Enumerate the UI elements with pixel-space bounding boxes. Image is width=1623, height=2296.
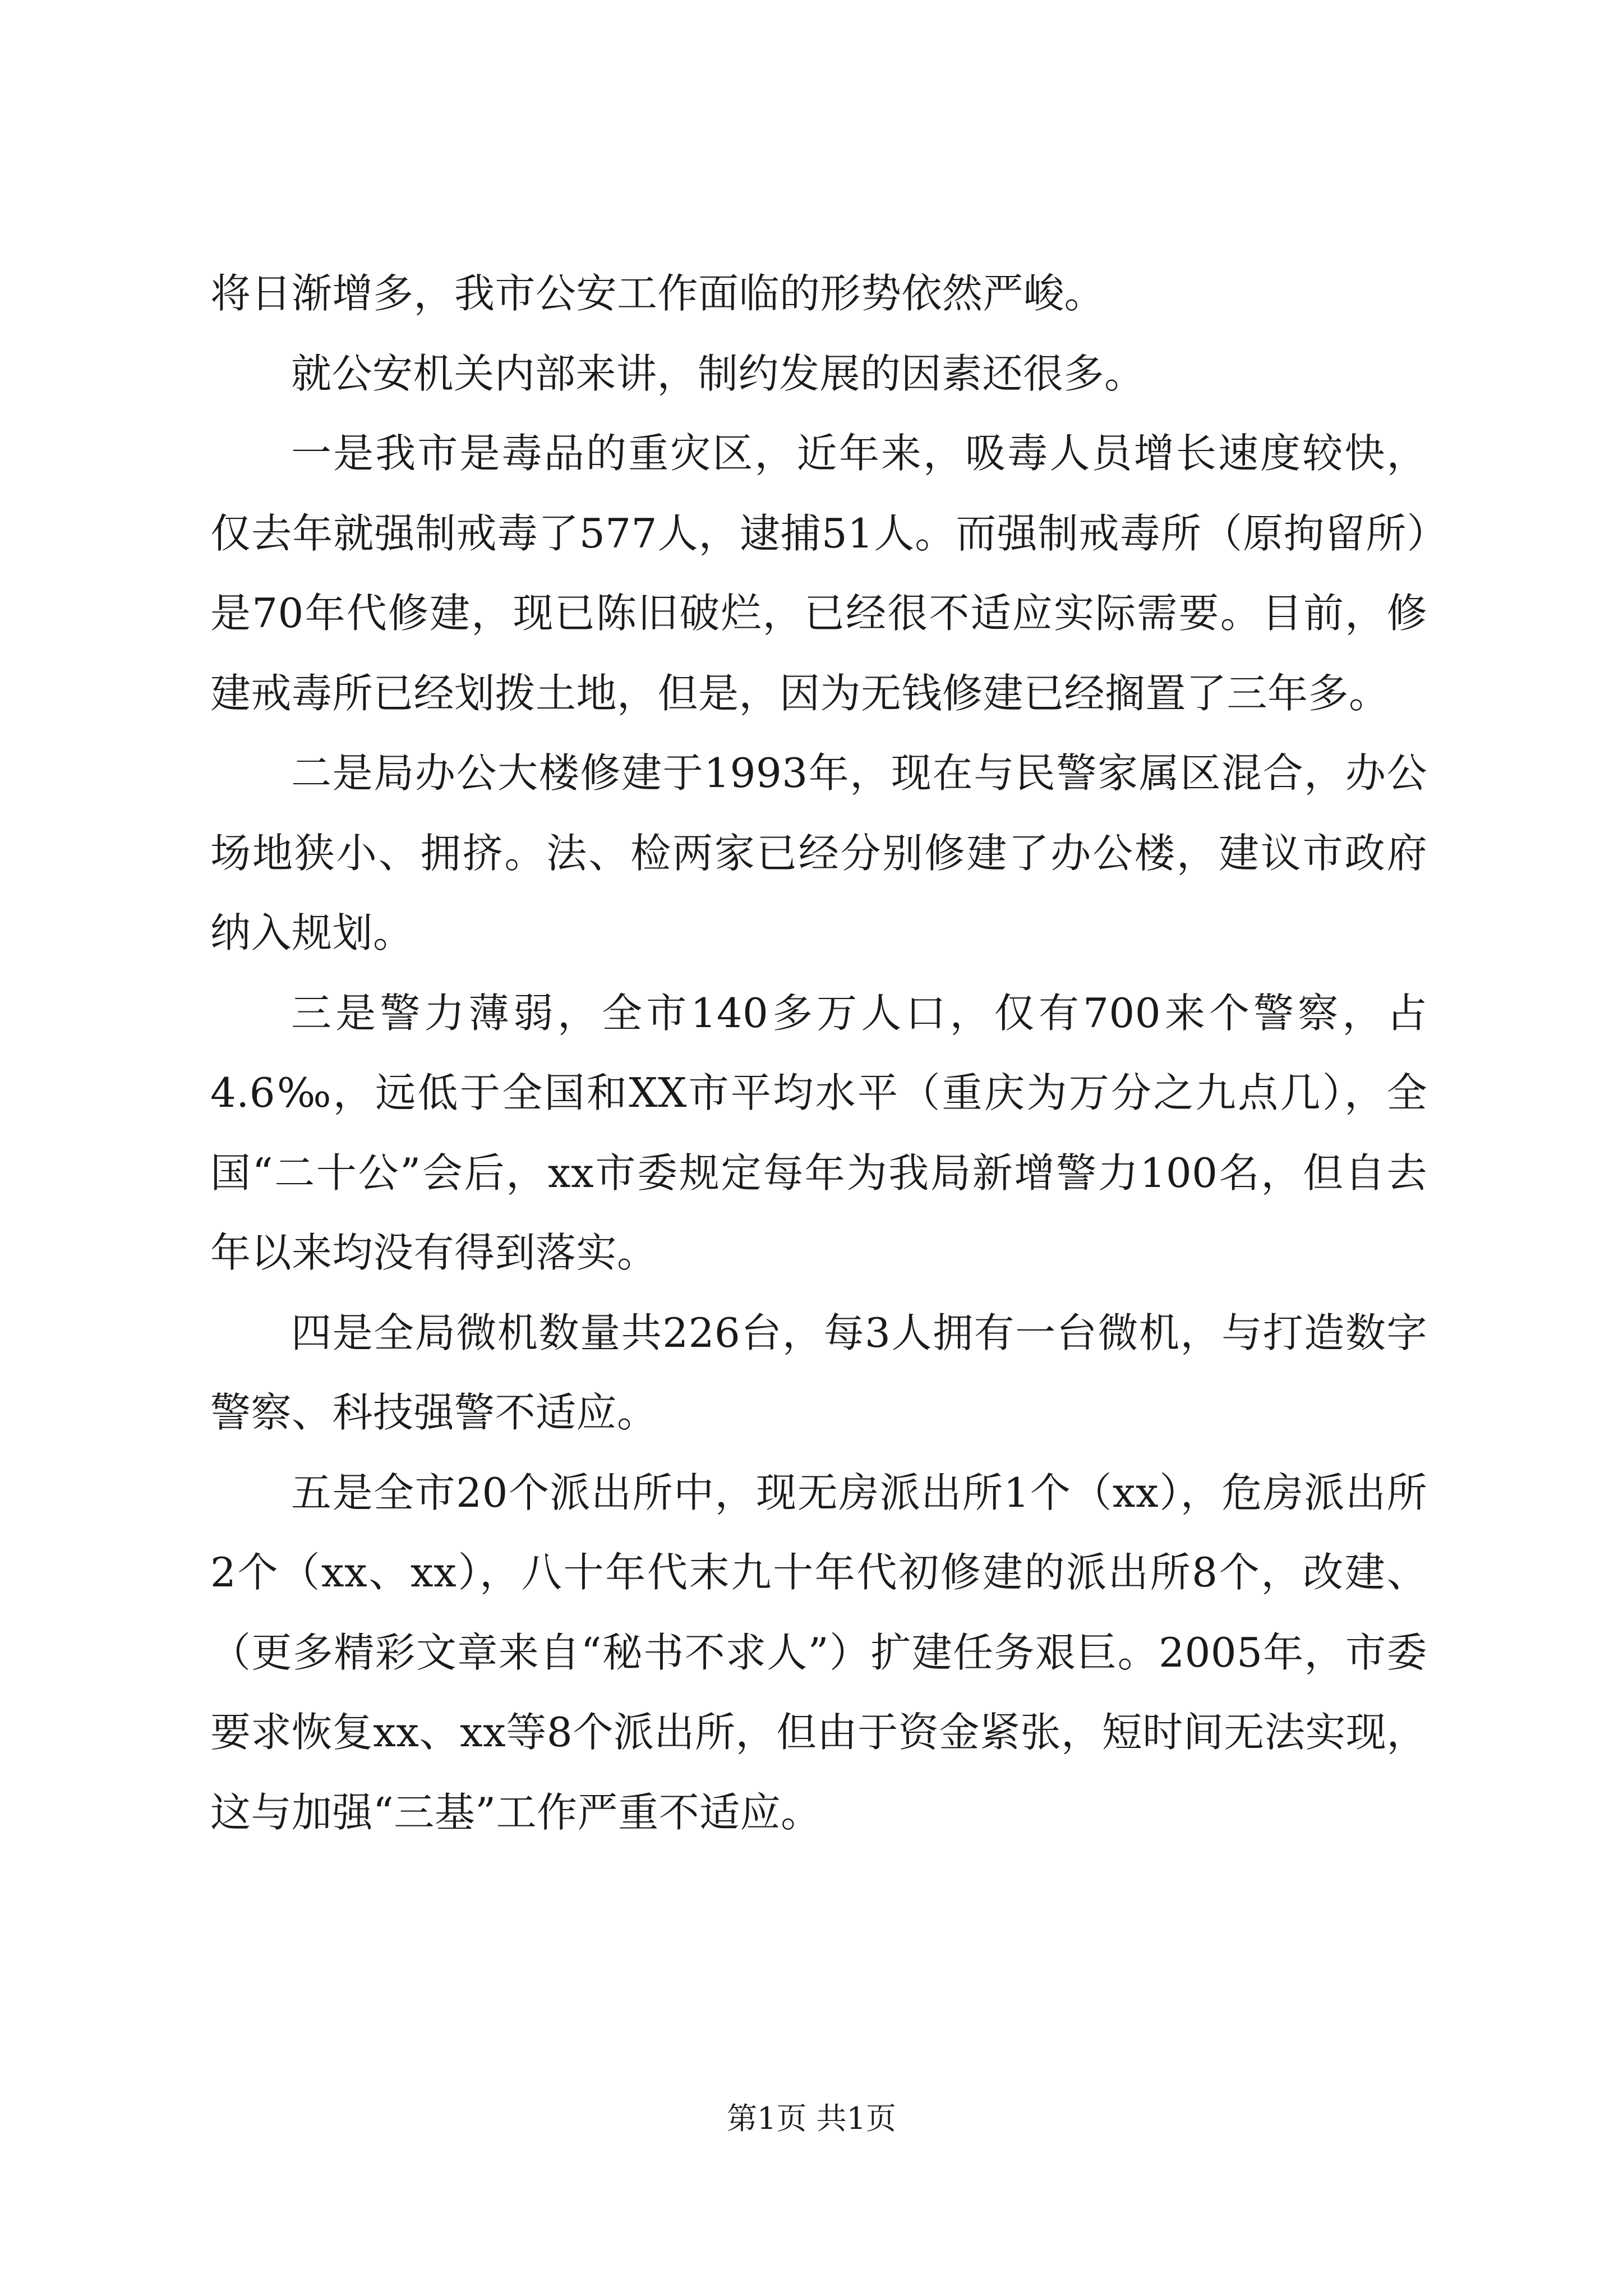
paragraph-point-1: 一是我市是毒品的重灾区，近年来，吸毒人员增长速度较快，仅去年就强制戒毒了577人，逮捕51人。而强制戒毒所（原拘留所）是70年代修建，现已陈旧破烂，已经很不适应实际需要。目前，修建戒毒所已经划拨土地，但是，因为无钱修建已经搁置了三年多。: [210, 430, 1427, 717]
paragraph-point-2: 二是局办公大楼修建于1993年，现在与民警家属区混合，办公场地狭小、拥挤。法、检两家已经分别修建了办公楼，建议市政府纳入规划。: [210, 749, 1427, 956]
paragraph-intro: 就公安机关内部来讲，制约发展的因素还很多。: [291, 349, 1145, 397]
document-body: [210, 254, 1427, 1852]
page-footer: 第1页 共1页: [727, 2101, 896, 2136]
paragraph-continued: 将日渐增多，我市公安工作面临的形势依然严峻。: [210, 270, 1105, 317]
paragraph-point-3: 三是警力薄弱，全市140多万人口，仅有700来个警察，占4.6‰，远低于全国和XX市平均水平（重庆为万分之九点几），全国“二十公”会后，xx市委规定每年为我局新增警力100名，但自去年以来均没有得到落实。: [210, 989, 1427, 1276]
paragraph-point-5: 五是全市20个派出所中，现无房派出所1个（xx），危房派出所2个（xx、xx），八十年代末九十年代初修建的派出所8个，改建、（更多精彩文章来自“秘书不求人”）扩建任务艰巨。2005年，市委要求恢复xx、xx等8个派出所，但由于资金紧张，短时间无法实现，这与加强“三基”工作严重不适应。: [210, 1469, 1427, 1836]
paragraph-point-4: 四是全局微机数量共226台，每3人拥有一台微机，与打造数字警察、科技强警不适应。: [210, 1309, 1427, 1436]
